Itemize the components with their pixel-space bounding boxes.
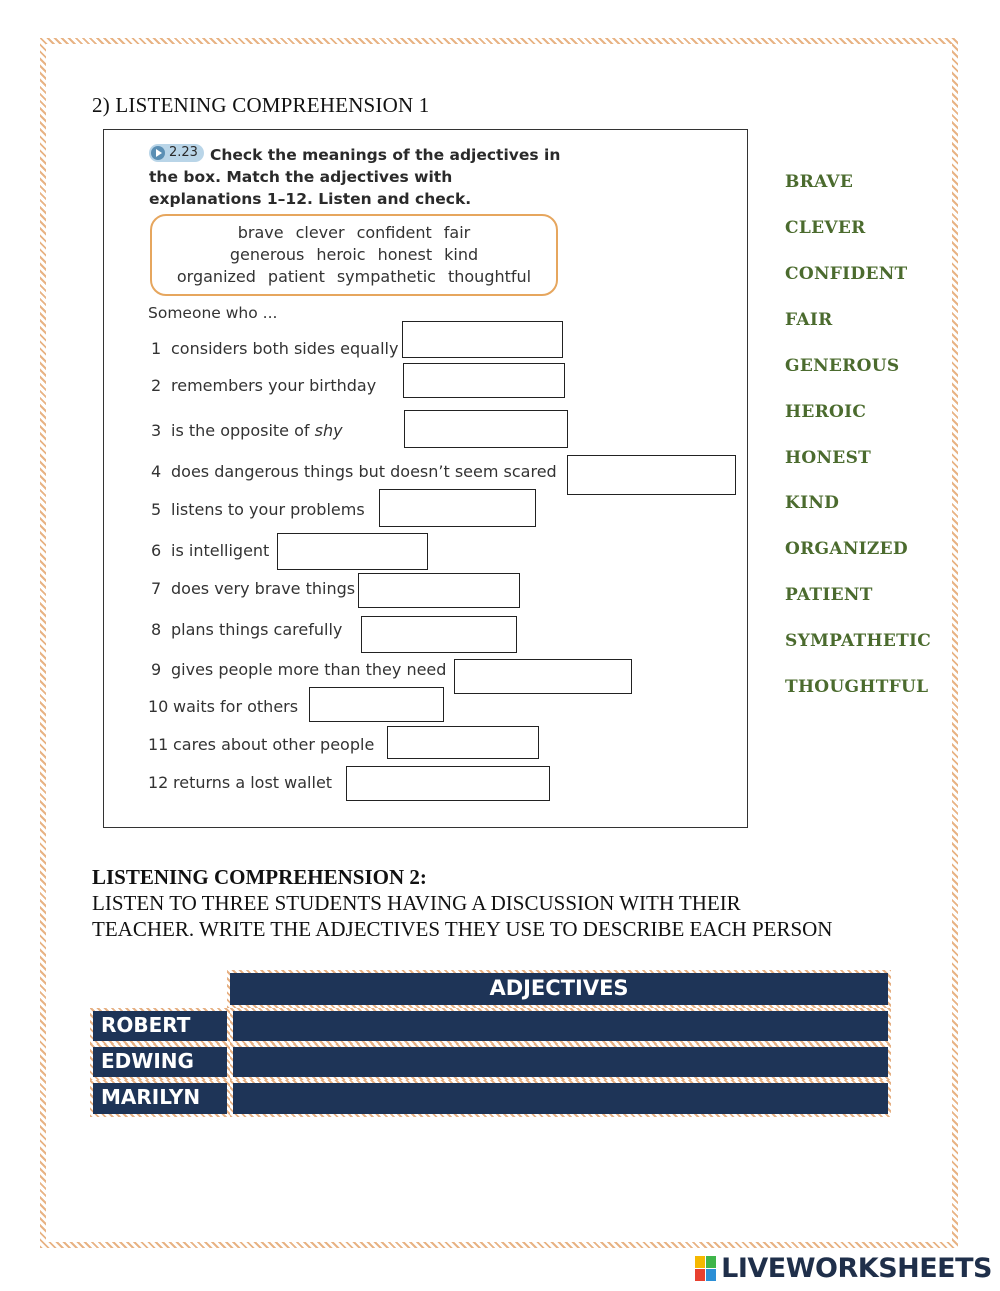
- item-text: does dangerous things but doesn’t seem scared: [171, 462, 557, 481]
- word-bank-item[interactable]: FAIR: [785, 310, 833, 330]
- item-number: 7: [151, 579, 162, 598]
- exercise-instruction: [149, 144, 569, 210]
- section-2-title: LISTENING COMPREHENSION 2:: [92, 865, 427, 889]
- item-number: 4: [151, 462, 162, 481]
- textbook-exercise: [103, 129, 748, 828]
- list-item: [151, 339, 398, 358]
- box-word: honest: [377, 245, 433, 264]
- list-item: [148, 697, 298, 716]
- item-number: 12: [148, 773, 169, 792]
- answer-box-8[interactable]: [361, 616, 517, 653]
- row-label-robert: ROBERT: [90, 1008, 230, 1044]
- answer-cell-marilyn[interactable]: [230, 1080, 891, 1117]
- word-bank-item[interactable]: HEROIC: [785, 402, 867, 422]
- list-item: [151, 421, 343, 440]
- word-bank-item[interactable]: ORGANIZED: [785, 539, 908, 559]
- item-text: does very brave things: [171, 579, 356, 598]
- item-text: listens to your problems: [171, 500, 365, 519]
- list-item: [151, 620, 342, 639]
- box-word: kind: [444, 245, 479, 264]
- logo-icon: [695, 1256, 717, 1282]
- answer-box-10[interactable]: [309, 687, 444, 722]
- list-item: [151, 541, 269, 560]
- item-text: considers both sides equally: [171, 339, 399, 358]
- word-bank-item[interactable]: PATIENT: [785, 585, 873, 605]
- item-number: 9: [151, 660, 162, 679]
- item-text: returns a lost wallet: [173, 773, 333, 792]
- list-item: [151, 462, 557, 481]
- box-word: thoughtful: [447, 267, 532, 286]
- table-header: ADJECTIVES: [227, 970, 891, 1008]
- box-word: organized: [176, 267, 256, 286]
- word-bank-item[interactable]: HONEST: [785, 448, 872, 468]
- row-label-edwing: EDWING: [90, 1044, 230, 1080]
- item-text: waits for others: [173, 697, 299, 716]
- item-text: plans things carefully: [171, 620, 343, 639]
- answer-box-4[interactable]: [567, 455, 736, 495]
- audio-track-badge: [149, 144, 204, 162]
- answer-box-9[interactable]: [454, 659, 632, 694]
- box-word: confident: [356, 223, 432, 242]
- answer-box-1[interactable]: [402, 321, 563, 358]
- box-word: heroic: [316, 245, 366, 264]
- answer-box-5[interactable]: [379, 489, 536, 527]
- answer-box-11[interactable]: [387, 726, 539, 759]
- item-number: 8: [151, 620, 162, 639]
- list-item: [151, 579, 355, 598]
- box-line: [152, 244, 556, 266]
- item-emphasis: shy: [314, 421, 343, 440]
- box-line: [152, 266, 556, 288]
- item-text: gives people more than they need: [171, 660, 447, 679]
- answer-cell-robert[interactable]: [230, 1008, 891, 1044]
- box-word: patient: [267, 267, 325, 286]
- brand-name: LIVEWORKSHEETS: [721, 1253, 992, 1284]
- word-bank-item[interactable]: CONFIDENT: [785, 264, 908, 284]
- box-word: generous: [229, 245, 305, 264]
- box-word: fair: [443, 223, 471, 242]
- answer-box-6[interactable]: [277, 533, 428, 570]
- item-number: 5: [151, 500, 162, 519]
- list-item: [151, 660, 446, 679]
- section-2-text: [92, 864, 832, 942]
- answer-box-7[interactable]: [358, 573, 520, 608]
- box-word: sympathetic: [336, 267, 436, 286]
- word-bank-item[interactable]: THOUGHTFUL: [785, 677, 929, 697]
- word-bank-item[interactable]: CLEVER: [785, 218, 866, 238]
- audio-play-icon: [151, 146, 165, 160]
- list-item: [151, 376, 376, 395]
- instruction-text: Check the meanings of the adjectives in the box. Match the adjectives with explanations 1–12. Listen and check.: [149, 146, 561, 208]
- list-item: [151, 500, 365, 519]
- item-number: 6: [151, 541, 162, 560]
- section-2-line: LISTEN TO THREE STUDENTS HAVING A DISCUSSION WITH THEIR: [92, 891, 741, 915]
- word-bank-item[interactable]: BRAVE: [785, 172, 854, 192]
- box-word: brave: [237, 223, 284, 242]
- brand-logo: [695, 1253, 992, 1284]
- item-number: 3: [151, 421, 162, 440]
- item-text: is the opposite of: [171, 421, 310, 440]
- item-number: 2: [151, 376, 162, 395]
- item-text: cares about other people: [173, 735, 375, 754]
- answer-cell-edwing[interactable]: [230, 1044, 891, 1080]
- section-2-line: TEACHER. WRITE THE ADJECTIVES THEY USE TO DESCRIBE EACH PERSON: [92, 917, 833, 941]
- row-label-marilyn: MARILYN: [90, 1080, 230, 1117]
- track-number: 2.23: [169, 145, 198, 160]
- item-number: 10: [148, 697, 169, 716]
- lead-text: Someone who ...: [148, 304, 278, 322]
- box-word: clever: [295, 223, 345, 242]
- item-text: is intelligent: [171, 541, 270, 560]
- answer-box-12[interactable]: [346, 766, 550, 801]
- word-bank-item[interactable]: SYMPATHETIC: [785, 631, 932, 651]
- answer-box-3[interactable]: [404, 410, 568, 448]
- item-text: remembers your birthday: [171, 376, 377, 395]
- adjective-box: [150, 214, 558, 296]
- section-1-title: 2) LISTENING COMPREHENSION 1: [92, 93, 430, 117]
- item-number: 1: [151, 339, 162, 358]
- box-line: [152, 222, 556, 244]
- list-item: [148, 773, 332, 792]
- word-bank-item[interactable]: KIND: [785, 493, 840, 513]
- item-number: 11: [148, 735, 169, 754]
- answer-box-2[interactable]: [403, 363, 565, 398]
- word-bank-item[interactable]: GENEROUS: [785, 356, 900, 376]
- list-item: [148, 735, 374, 754]
